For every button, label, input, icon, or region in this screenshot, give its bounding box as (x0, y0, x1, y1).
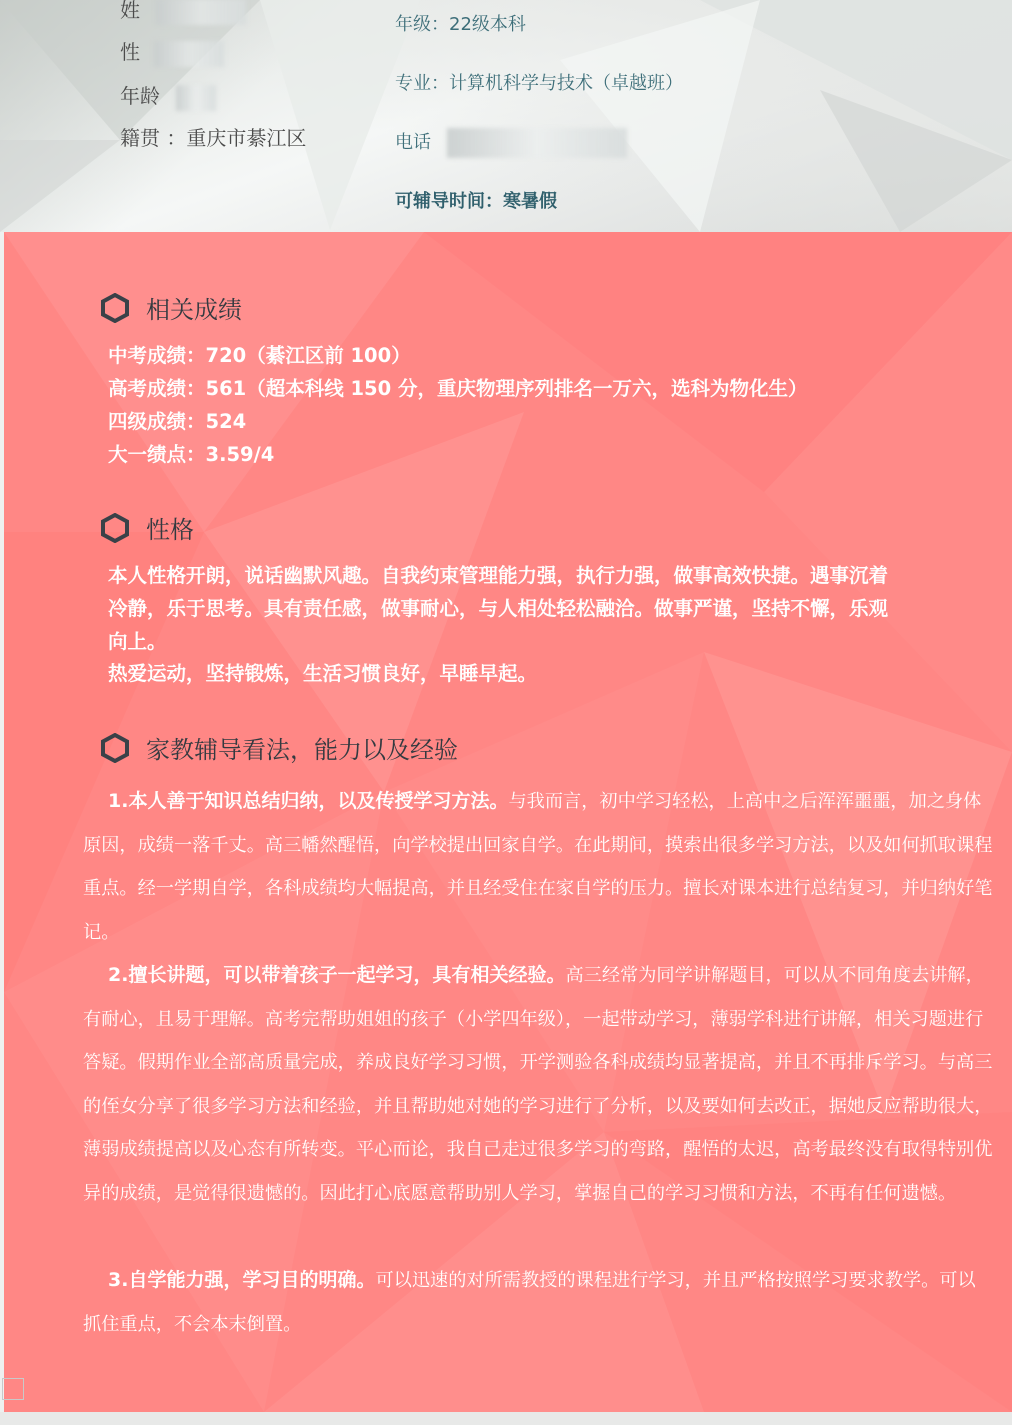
section-title-experience-text: 家教辅导看法，能力以及经验 (146, 736, 458, 764)
section-title-scores-text: 相关成绩 (146, 296, 242, 324)
hometown-value: ：重庆市綦江区 (166, 126, 307, 150)
score-line: 高考成绩：561（超本科线 150 分，重庆物理序列排名一万六，选科为物化生） (108, 377, 808, 400)
experience-item-lead: 1.本人善于知识总结归纳，以及传授学习方法。 (108, 790, 509, 812)
name-label: 姓 (120, 0, 140, 22)
age-row (120, 80, 216, 111)
section-title-scores (100, 290, 242, 325)
available-time: 可辅导时间：寒暑假 (395, 191, 557, 212)
score-line: 四级成绩：524 (108, 410, 247, 433)
experience-item-2 (83, 954, 993, 1215)
experience-item-3 (83, 1259, 993, 1346)
phone-label: 电话 (395, 132, 431, 153)
personality-line: 本人性格开朗，说话幽默风趣。自我约束管理能力强，执行力强，做事高效快捷。遇事沉着 (108, 564, 889, 587)
section-title-experience (100, 730, 458, 765)
section-title-personality (100, 510, 194, 545)
score-line: 中考成绩：720（綦江区前 100） (108, 344, 411, 367)
grade: 年级：22级本科 (395, 14, 526, 35)
experience-item-text: 高三经常为同学讲解题目，可以从不同角度去讲解，有耐心，且易于理解。高考完帮助姐姐的孩子（小学四年级），一起带动学习，薄弱学科进行讲解，相关习题进行答疑。假期作业全部高质量完成，养成良好学习习惯，开学测验各科成绩均显著提高，并且不再排斥学习。与高三的侄女分享了很多学习方法和经验，并且帮助她对她的学习进行了分析，以及要如何去改正，据她反应帮助很大，薄弱成绩提高以及心态有所转变。平心而论，我自己走过很多学习的弯路，醒悟的太迟，高考最终没有取得特别优异的成绩，是觉得很遗憾的。因此打心底愿意帮助别人学习，掌握自己的学习习惯和方法，不再有任何遗憾。 (83, 965, 993, 1204)
resume-header (0, 0, 1012, 232)
personality-line: 冷静，乐于思考。具有责任感，做事耐心，与人相处轻松融洽。做事严谨，坚持不懈，乐观 (108, 597, 889, 620)
section-title-personality-text: 性格 (146, 516, 194, 544)
score-line: 大一绩点：3.59/4 (108, 443, 275, 466)
gender-redacted (154, 41, 224, 67)
hometown-row (120, 122, 306, 151)
hometown-label: 籍贯 (120, 126, 160, 150)
gender-row (120, 36, 224, 67)
age-label: 年龄 (120, 84, 160, 108)
hexagon-icon (100, 293, 130, 323)
experience-item-text: 与我而言，初中学习轻松，上高中之后浑浑噩噩，加之身体原因，成绩一落千丈。高三幡然醒悟，向学校提出回家自学。在此期间，摸索出很多学习方法，以及如何抓取课程重点。经一学期自学，各科成绩均大幅提高，并且经受住在家自学的压力。擅长对课本进行总结复习，并归纳好笔记。 (83, 791, 993, 943)
personality-line: 向上。 (108, 630, 167, 653)
footer-strip (0, 1412, 1012, 1425)
experience-item-lead: 3.自学能力强，学习目的明确。 (108, 1269, 376, 1291)
hexagon-icon (100, 733, 130, 763)
corner-marker (2, 1378, 24, 1400)
phone-row (395, 128, 627, 158)
experience-item-lead: 2.擅长讲题，可以带着孩子一起学习，具有相关经验。 (108, 964, 566, 986)
experience-item-1 (83, 780, 993, 954)
phone-redacted (447, 128, 627, 158)
name-redacted (156, 0, 246, 25)
personality-line: 热爱运动，坚持锻炼，生活习惯良好，早睡早起。 (108, 662, 538, 685)
major: 专业：计算机科学与技术（卓越班） (395, 73, 683, 94)
hexagon-icon (100, 513, 130, 543)
age-redacted (176, 85, 216, 111)
experience-item-text: 可以迅速的对所需教授的课程进行学习，并且严格按照学习要求教学。可以抓住重点，不会本末倒置。 (83, 1270, 976, 1335)
gender-label: 性 (120, 40, 140, 64)
name-row (120, 0, 246, 25)
